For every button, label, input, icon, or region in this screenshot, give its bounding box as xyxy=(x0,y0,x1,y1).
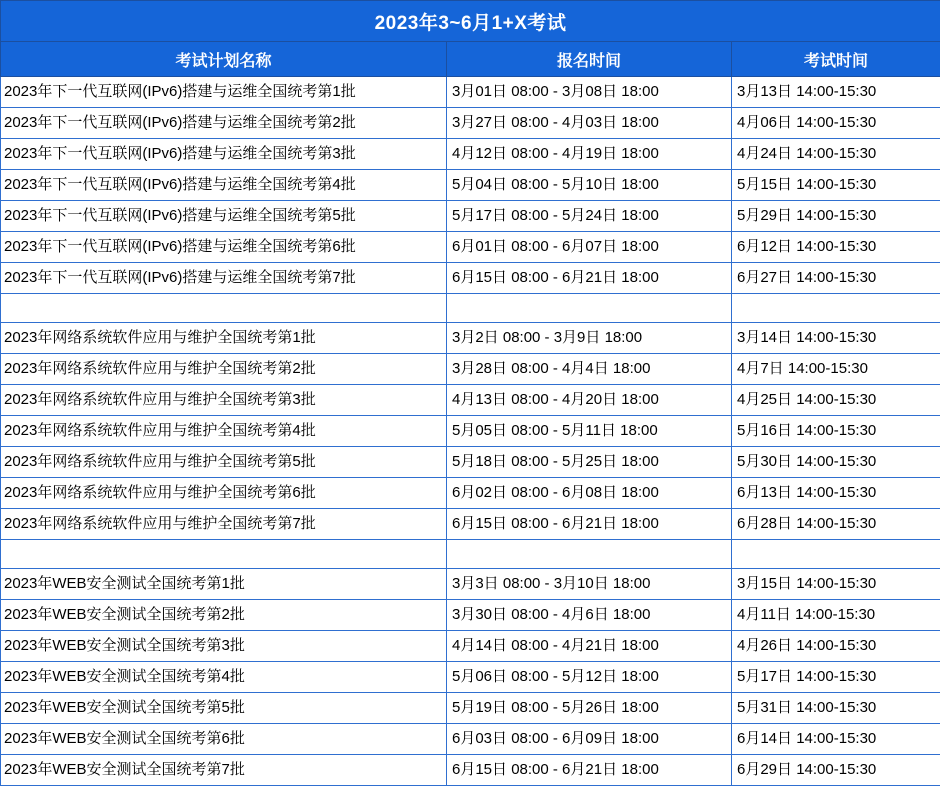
signup-time-cell: 3月30日 08:00 - 4月6日 18:00 xyxy=(447,600,732,631)
signup-time-cell: 6月15日 08:00 - 6月21日 18:00 xyxy=(447,263,732,294)
plan-name-cell: 2023年网络系统软件应用与维护全国统考第6批 xyxy=(1,478,447,509)
table-title-row xyxy=(1,1,940,42)
table-row xyxy=(1,232,940,263)
exam-time-cell: 6月28日 14:00-15:30 xyxy=(732,509,940,540)
table-row xyxy=(1,478,940,509)
table-row xyxy=(1,354,940,385)
signup-time-cell: 5月04日 08:00 - 5月10日 18:00 xyxy=(447,170,732,201)
table-row xyxy=(1,569,940,600)
exam-time-cell: 5月30日 14:00-15:30 xyxy=(732,447,940,478)
signup-time-cell: 6月15日 08:00 - 6月21日 18:00 xyxy=(447,509,732,540)
table-row xyxy=(1,201,940,232)
exam-time-cell: 6月14日 14:00-15:30 xyxy=(732,724,940,755)
column-header-exam-time: 考试时间 xyxy=(732,42,940,77)
plan-name-cell: 2023年下一代互联网(IPv6)搭建与运维全国统考第4批 xyxy=(1,170,447,201)
exam-time-cell: 4月7日 14:00-15:30 xyxy=(732,354,940,385)
table-row xyxy=(1,139,940,170)
table-row xyxy=(1,724,940,755)
signup-time-cell: 5月05日 08:00 - 5月11日 18:00 xyxy=(447,416,732,447)
exam-time-cell: 5月16日 14:00-15:30 xyxy=(732,416,940,447)
exam-time-cell: 3月14日 14:00-15:30 xyxy=(732,323,940,354)
exam-time-cell: 4月24日 14:00-15:30 xyxy=(732,139,940,170)
signup-time-cell: 6月02日 08:00 - 6月08日 18:00 xyxy=(447,478,732,509)
signup-time-cell: 4月13日 08:00 - 4月20日 18:00 xyxy=(447,385,732,416)
column-header-plan-name: 考试计划名称 xyxy=(1,42,447,77)
plan-name-cell: 2023年网络系统软件应用与维护全国统考第3批 xyxy=(1,385,447,416)
signup-time-cell: 3月28日 08:00 - 4月4日 18:00 xyxy=(447,354,732,385)
exam-time-cell: 6月29日 14:00-15:30 xyxy=(732,755,940,786)
signup-time-cell: 3月3日 08:00 - 3月10日 18:00 xyxy=(447,569,732,600)
plan-name-cell: 2023年网络系统软件应用与维护全国统考第1批 xyxy=(1,323,447,354)
table-header-row xyxy=(1,42,940,77)
plan-name-cell: 2023年网络系统软件应用与维护全国统考第2批 xyxy=(1,354,447,385)
spacer-cell xyxy=(1,540,447,569)
exam-time-cell: 4月25日 14:00-15:30 xyxy=(732,385,940,416)
table-row xyxy=(1,600,940,631)
table-row xyxy=(1,509,940,540)
signup-time-cell: 6月15日 08:00 - 6月21日 18:00 xyxy=(447,755,732,786)
spacer-cell xyxy=(447,540,732,569)
exam-time-cell: 5月17日 14:00-15:30 xyxy=(732,662,940,693)
table-row xyxy=(1,693,940,724)
table-title: 2023年3~6月1+X考试 xyxy=(1,1,940,42)
signup-time-cell: 5月06日 08:00 - 5月12日 18:00 xyxy=(447,662,732,693)
plan-name-cell: 2023年WEB安全测试全国统考第6批 xyxy=(1,724,447,755)
plan-name-cell: 2023年WEB安全测试全国统考第4批 xyxy=(1,662,447,693)
signup-time-cell: 3月2日 08:00 - 3月9日 18:00 xyxy=(447,323,732,354)
exam-time-cell: 5月31日 14:00-15:30 xyxy=(732,693,940,724)
plan-name-cell: 2023年下一代互联网(IPv6)搭建与运维全国统考第2批 xyxy=(1,108,447,139)
spacer-cell xyxy=(732,540,940,569)
signup-time-cell: 3月27日 08:00 - 4月03日 18:00 xyxy=(447,108,732,139)
exam-time-cell: 4月26日 14:00-15:30 xyxy=(732,631,940,662)
table-row xyxy=(1,263,940,294)
exam-time-cell: 3月13日 14:00-15:30 xyxy=(732,77,940,108)
exam-time-cell: 5月29日 14:00-15:30 xyxy=(732,201,940,232)
table-row xyxy=(1,755,940,786)
exam-time-cell: 4月06日 14:00-15:30 xyxy=(732,108,940,139)
plan-name-cell: 2023年下一代互联网(IPv6)搭建与运维全国统考第6批 xyxy=(1,232,447,263)
exam-time-cell: 5月15日 14:00-15:30 xyxy=(732,170,940,201)
exam-time-cell: 6月12日 14:00-15:30 xyxy=(732,232,940,263)
plan-name-cell: 2023年网络系统软件应用与维护全国统考第4批 xyxy=(1,416,447,447)
signup-time-cell: 5月19日 08:00 - 5月26日 18:00 xyxy=(447,693,732,724)
table-row xyxy=(1,447,940,478)
table-row xyxy=(1,77,940,108)
plan-name-cell: 2023年WEB安全测试全国统考第1批 xyxy=(1,569,447,600)
table-row xyxy=(1,416,940,447)
signup-time-cell: 6月03日 08:00 - 6月09日 18:00 xyxy=(447,724,732,755)
table-body xyxy=(1,1,940,786)
table-row xyxy=(1,662,940,693)
table-row xyxy=(1,323,940,354)
spacer-cell xyxy=(732,294,940,323)
plan-name-cell: 2023年下一代互联网(IPv6)搭建与运维全国统考第7批 xyxy=(1,263,447,294)
plan-name-cell: 2023年下一代互联网(IPv6)搭建与运维全国统考第5批 xyxy=(1,201,447,232)
spacer-cell xyxy=(1,294,447,323)
exam-time-cell: 6月27日 14:00-15:30 xyxy=(732,263,940,294)
signup-time-cell: 4月14日 08:00 - 4月21日 18:00 xyxy=(447,631,732,662)
plan-name-cell: 2023年WEB安全测试全国统考第2批 xyxy=(1,600,447,631)
spacer-cell xyxy=(447,294,732,323)
table-spacer-row xyxy=(1,540,940,569)
table-row xyxy=(1,631,940,662)
table-spacer-row xyxy=(1,294,940,323)
table-row xyxy=(1,108,940,139)
exam-time-cell: 3月15日 14:00-15:30 xyxy=(732,569,940,600)
plan-name-cell: 2023年WEB安全测试全国统考第3批 xyxy=(1,631,447,662)
signup-time-cell: 6月01日 08:00 - 6月07日 18:00 xyxy=(447,232,732,263)
exam-time-cell: 4月11日 14:00-15:30 xyxy=(732,600,940,631)
plan-name-cell: 2023年下一代互联网(IPv6)搭建与运维全国统考第1批 xyxy=(1,77,447,108)
plan-name-cell: 2023年网络系统软件应用与维护全国统考第7批 xyxy=(1,509,447,540)
table-row xyxy=(1,170,940,201)
column-header-signup-time: 报名时间 xyxy=(447,42,732,77)
plan-name-cell: 2023年下一代互联网(IPv6)搭建与运维全国统考第3批 xyxy=(1,139,447,170)
signup-time-cell: 3月01日 08:00 - 3月08日 18:00 xyxy=(447,77,732,108)
plan-name-cell: 2023年网络系统软件应用与维护全国统考第5批 xyxy=(1,447,447,478)
plan-name-cell: 2023年WEB安全测试全国统考第7批 xyxy=(1,755,447,786)
exam-time-cell: 6月13日 14:00-15:30 xyxy=(732,478,940,509)
plan-name-cell: 2023年WEB安全测试全国统考第5批 xyxy=(1,693,447,724)
table-row xyxy=(1,385,940,416)
signup-time-cell: 5月18日 08:00 - 5月25日 18:00 xyxy=(447,447,732,478)
signup-time-cell: 4月12日 08:00 - 4月19日 18:00 xyxy=(447,139,732,170)
signup-time-cell: 5月17日 08:00 - 5月24日 18:00 xyxy=(447,201,732,232)
